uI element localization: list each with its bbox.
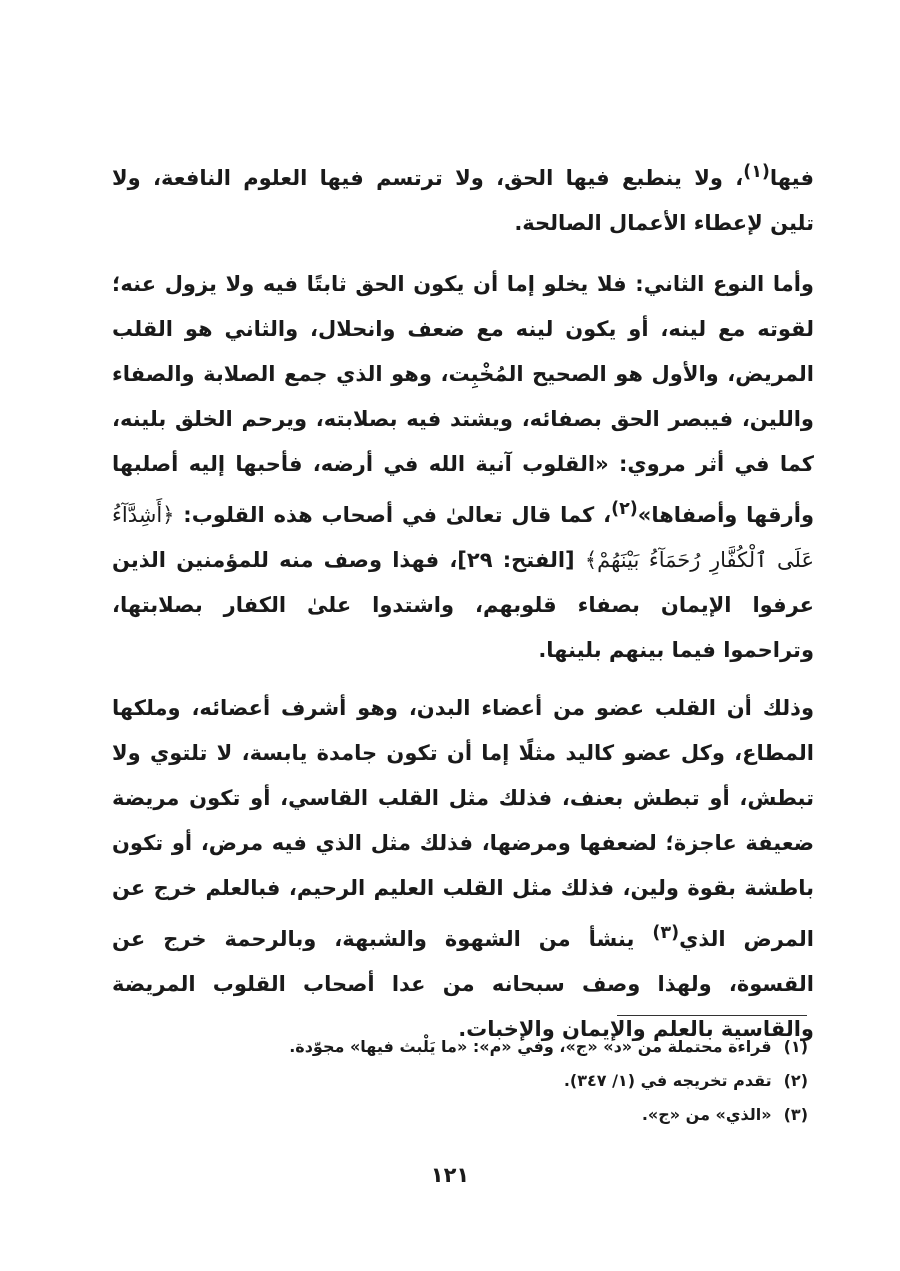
footnote-ref-1: (١) <box>743 162 770 182</box>
footnote-3 <box>112 1098 808 1132</box>
paragraph-2-text-c: [الفتح: ٢٩]، فهذا وصف منه للمؤمنين الذين عرفوا الإيمان بصفاء قلوبهم، واشتدوا علىٰ الكفار بصلابتها، وتراحموا فيما بينهم بلينها. <box>112 548 814 662</box>
paragraph-3-text-b: ينشأ من الشهوة والشبهة، وبالرحمة خرج عن القسوة، ولهذا وصف سبحانه من عدا أصحاب القلوب المريضة والقاسية بالعلم والإيمان والإخبات. <box>112 927 814 1041</box>
footnotes <box>112 1030 808 1132</box>
paragraph-1 <box>112 150 814 246</box>
paragraph-2 <box>112 262 814 673</box>
page-number: ١٢١ <box>430 1163 470 1187</box>
paragraph-1-text-b: ، ولا ينطبع فيها الحق، ولا ترتسم فيها العلوم النافعة، ولا تلين لإعطاء الأعمال الصالحة. <box>112 166 814 235</box>
footnote-number: (٢) <box>783 1071 808 1090</box>
paragraph-1-text-a: فيها <box>769 166 814 190</box>
footnote-divider <box>617 1015 807 1016</box>
paragraph-3-text-a: وذلك أن القلب عضو من أعضاء البدن، وهو أشرف أعضائه، وملكها المطاع، وكل عضو كاليد مثلًا إما أن تكون جامدة يابسة، لا تلتوي ولا تبطش، أو تبطش بعنف، فذلك مثل القلب القاسي، أو تكون مريضة ضعيفة عاجزة؛ لضعفها ومرضها، فذلك مثل الذي فيه مرض، أو تكون باطشة بقوة ولين، فذلك مثل القلب العليم الرحيم، فبالعلم خرج عن المرض الذي <box>112 696 815 951</box>
footnote-number: (٣) <box>783 1105 808 1124</box>
footnote-number: (١) <box>783 1037 808 1056</box>
footnote-1 <box>112 1030 808 1064</box>
paragraph-3 <box>112 686 814 1052</box>
footnote-text: «الذي» من «ج». <box>641 1105 772 1124</box>
footnote-ref-2: (٢) <box>611 499 638 519</box>
paragraph-2-text-a: وأما النوع الثاني: فلا يخلو إما أن يكون الحق ثابتًا فيه ولا يزول عنه؛ لقوته مع لينه، أو يكون لينه مع ضعف وانحلال، والثاني هو القلب المريض، والأول هو الصحيح المُخْبِت، وهو الذي جمع الصلابة والصفاء واللين، فيبصر الحق بصفائه، ويشتد فيه بصلابته، ويرحم الخلق بلينه، كما في أثر مروي: «القلوب آنية الله في أرضه، فأحبها إليه أصلبها وأرقها وأصفاها» <box>112 272 814 527</box>
paragraph-2-text-b: ، كما قال تعالىٰ في أصحاب هذه القلوب: <box>174 503 612 527</box>
footnote-text: قراءة محتملة من «د» «ج»، وفي «م»: «ما يَلْبث فيها» مجوّدة. <box>289 1037 772 1056</box>
footnote-text: تقدم تخريجه في (١/ ٣٤٧). <box>563 1071 772 1090</box>
main-text <box>112 150 814 1052</box>
quran-verse: ﴿أَشِدَّآءُ عَلَى ٱلْكُفَّارِ رُحَمَآءُ بَيْنَهُمْ﴾ <box>112 503 814 572</box>
footnote-ref-3: (٣) <box>652 923 680 943</box>
footnote-2 <box>112 1064 808 1098</box>
